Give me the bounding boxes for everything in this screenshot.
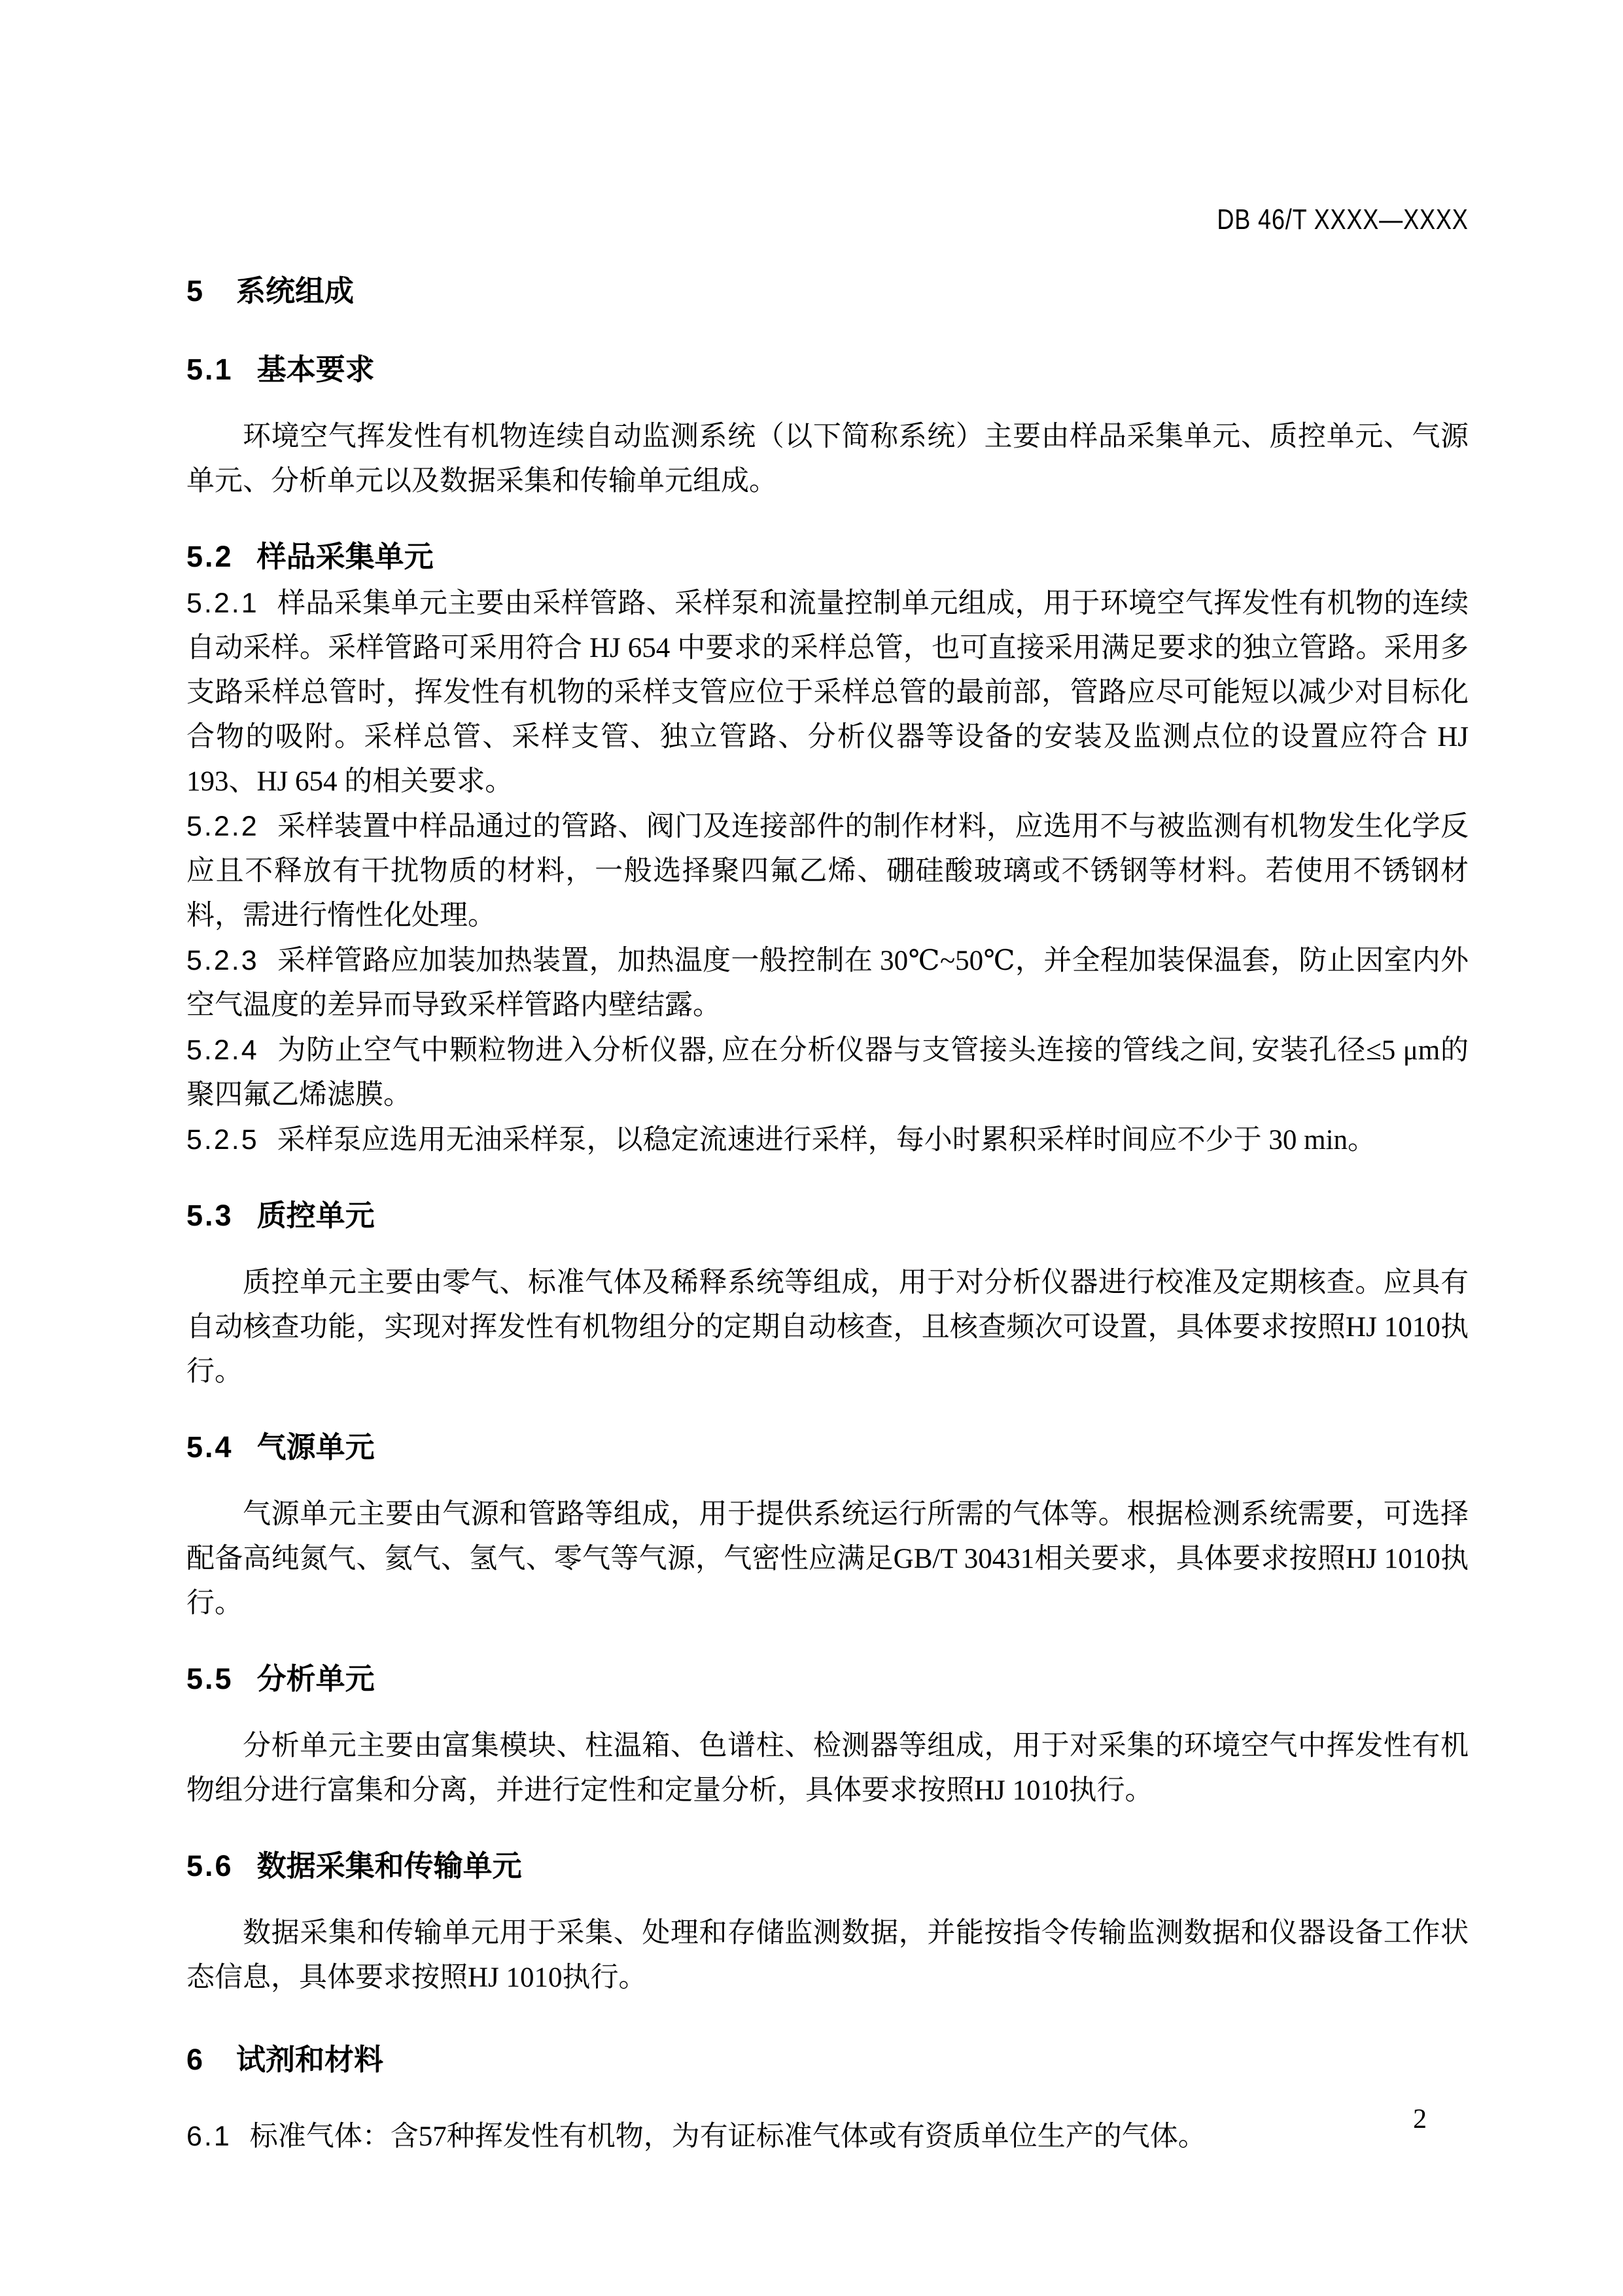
section-title: 样品采集单元 [256, 540, 434, 573]
section-heading-5-5 [186, 1661, 1469, 1697]
clause-number: 5.2.1 [186, 588, 259, 619]
clause-5-2-2 [186, 804, 1469, 938]
section-title: 气源单元 [256, 1430, 375, 1464]
clause-text: 为防止空气中颗粒物进入分析仪器, 应在分析仪器与支管接头连接的管线之间, 安装孔径≤5 μm的聚四氟乙烯滤膜。 [186, 1035, 1469, 1110]
section-heading-6 [186, 2042, 1469, 2077]
section-title: 数据采集和传输单元 [256, 1849, 522, 1882]
section-heading-5-6 [186, 1848, 1469, 1884]
paragraph-5-4: 气源单元主要由气源和管路等组成，用于提供系统运行所需的气体等。根据检测系统需要，可选择配备高纯氮气、氦气、氢气、零气等气源，气密性应满足GB/T 30431相关要求，具体要求按照HJ 1010执行。 [186, 1499, 1469, 1619]
section-title: 质控单元 [256, 1199, 375, 1232]
document-code: DB 46/T XXXX—XXXX [1217, 203, 1469, 236]
clause-5-2-5 [186, 1118, 1469, 1163]
page-number: 2 [1413, 2104, 1427, 2134]
clause-text: 采样管路应加装加热装置，加热温度一般控制在 30℃~50℃，并全程加装保温套，防止因室内外空气温度的差异而导致采样管路内壁结露。 [186, 945, 1469, 1021]
section-number: 5.2 [186, 540, 234, 573]
section-number: 5.6 [186, 1849, 234, 1882]
clause-6-1 [186, 2114, 1469, 2159]
section-number: 5.4 [186, 1430, 234, 1464]
section-number: 5.1 [186, 353, 234, 386]
clause-text: 标准气体：含57种挥发性有机物，为有证标准气体或有资质单位生产的气体。 [249, 2121, 1206, 2152]
clause-5-2-1 [186, 581, 1469, 804]
section-title: 分析单元 [256, 1662, 375, 1695]
section-number: 6 [186, 2043, 205, 2076]
section-heading-5 [186, 274, 1469, 309]
paragraph-5-3: 质控单元主要由零气、标准气体及稀释系统等组成，用于对分析仪器进行校准及定期核查。应具有自动核查功能，实现对挥发性有机物组分的定期自动核查，且核查频次可设置，具体要求按照HJ 1010执行。 [186, 1267, 1469, 1387]
paragraph-5-1: 环境空气挥发性有机物连续自动监测系统（以下简称系统）主要由样品采集单元、质控单元、气源单元、分析单元以及数据采集和传输单元组成。 [186, 421, 1469, 497]
clause-group-5-2 [186, 581, 1469, 1163]
clause-number: 5.2.5 [186, 1124, 259, 1156]
clause-number: 5.2.2 [186, 811, 259, 842]
section-heading-5-1 [186, 352, 1469, 387]
clause-text: 样品采集单元主要由采样管路、采样泵和流量控制单元组成，用于环境空气挥发性有机物的连续自动采样。采样管路可采用符合 HJ 654 中要求的采样总管，也可直接采用满足要求的独立管路。采用多支路采样总管时，挥发性有机物的采样支管应位于采样总管的最前部，管路应尽可能短以减少对目标化合物的吸附。采样总管、采样支管、独立管路、分析仪器等设备的安装及监测点位的设置应符合 HJ 193、HJ 654 的相关要求。 [186, 588, 1469, 797]
section-heading-5-3 [186, 1198, 1469, 1233]
clause-text: 采样泵应选用无油采样泵，以稳定流速进行采样，每小时累积采样时间应不少于 30 min。 [277, 1125, 1376, 1156]
section-heading-5-2 [186, 539, 1469, 574]
section-title: 基本要求 [256, 353, 375, 386]
clause-text: 采样装置中样品通过的管路、阀门及连接部件的制作材料，应选用不与被监测有机物发生化学反应且不释放有干扰物质的材料，一般选择聚四氟乙烯、硼硅酸玻璃或不锈钢等材料。若使用不锈钢材料，需进行惰性化处理。 [186, 811, 1469, 931]
section-title: 试剂和材料 [236, 2043, 384, 2076]
section-number: 5.3 [186, 1199, 234, 1232]
clause-number: 6.1 [186, 2121, 232, 2152]
clause-number: 5.2.4 [186, 1034, 259, 1066]
clause-5-2-3 [186, 938, 1469, 1028]
paragraph-5-5: 分析单元主要由富集模块、柱温箱、色谱柱、检测器等组成，用于对采集的环境空气中挥发性有机物组分进行富集和分离，并进行定性和定量分析，具体要求按照HJ 1010执行。 [186, 1731, 1469, 1806]
section-number: 5.5 [186, 1662, 234, 1695]
document-header [186, 204, 1469, 236]
section-number: 5 [186, 274, 205, 308]
section-heading-5-4 [186, 1430, 1469, 1465]
paragraph-5-6: 数据采集和传输单元用于采集、处理和存储监测数据，并能按指令传输监测数据和仪器设备工作状态信息，具体要求按照HJ 1010执行。 [186, 1918, 1469, 1993]
clause-number: 5.2.3 [186, 945, 259, 976]
clause-5-2-4 [186, 1028, 1469, 1118]
section-title: 系统组成 [236, 274, 355, 308]
